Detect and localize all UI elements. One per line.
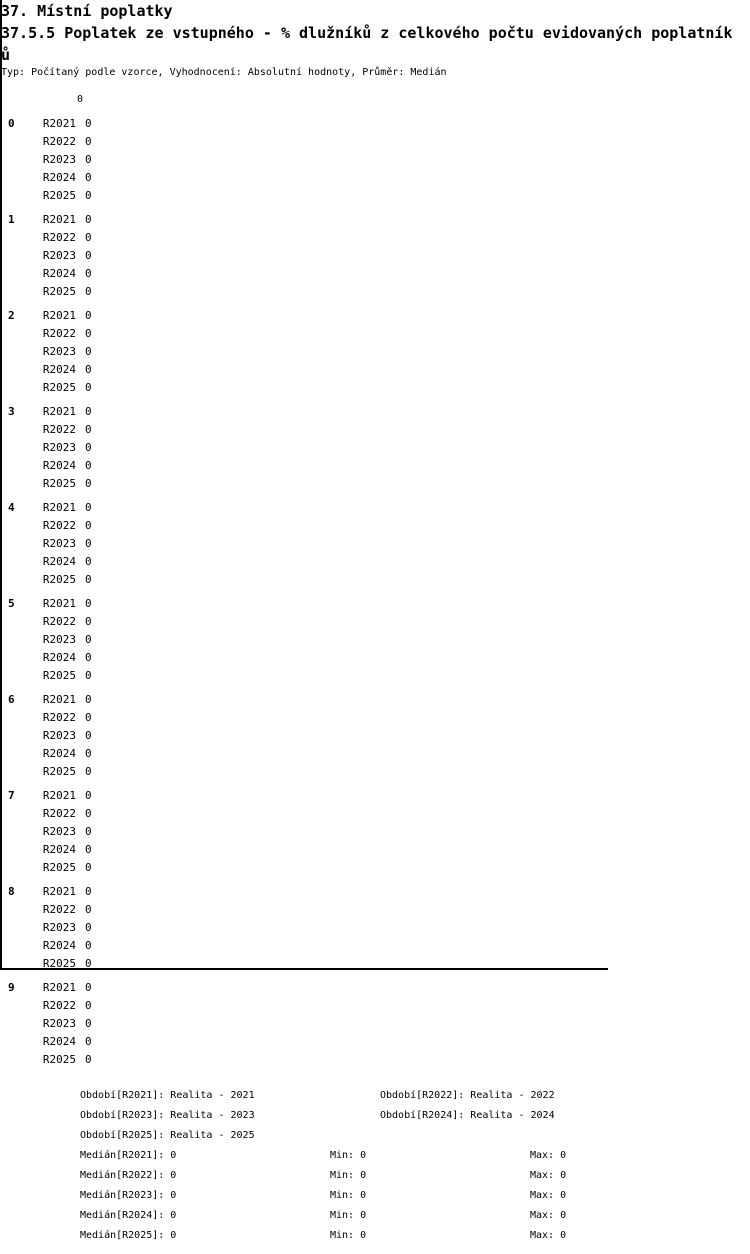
series-label: R2024 <box>42 939 76 952</box>
value-label: 0 <box>85 903 92 916</box>
value-label: 0 <box>85 1017 92 1030</box>
chart-row <box>0 517 750 535</box>
chart-row <box>0 709 750 727</box>
group-label: 4 <box>8 501 15 514</box>
group-label: 6 <box>8 693 15 706</box>
series-label: R2022 <box>42 807 76 820</box>
value-label: 0 <box>85 213 92 226</box>
series-label: R2023 <box>42 153 76 166</box>
chart-row <box>0 343 750 361</box>
chart-row <box>0 667 750 685</box>
value-label: 0 <box>85 825 92 838</box>
value-label: 0 <box>85 615 92 628</box>
value-label: 0 <box>85 861 92 874</box>
value-label: 0 <box>85 573 92 586</box>
series-label: R2022 <box>42 327 76 340</box>
legend-period: Období[R2024]: Realita - 2024 <box>380 1110 555 1121</box>
chart-row <box>0 649 750 667</box>
series-label: R2021 <box>42 597 76 610</box>
chart-row <box>0 439 750 457</box>
value-label: 0 <box>85 519 92 532</box>
chart-row <box>0 187 750 205</box>
report-meta: Typ: Počítaný podle vzorce, Vyhodnocení: Absolutní hodnoty, Průměr: Medián <box>1 67 447 78</box>
chart-row <box>0 379 750 397</box>
value-label: 0 <box>85 117 92 130</box>
chart-row <box>0 955 750 973</box>
chart-row <box>0 325 750 343</box>
series-label: R2024 <box>42 843 76 856</box>
chart-row <box>0 151 750 169</box>
report-title: 37. Místní poplatky <box>1 2 173 20</box>
value-label: 0 <box>85 249 92 262</box>
series-label: R2021 <box>42 693 76 706</box>
legend-median: Medián[R2025]: 0 <box>80 1230 177 1241</box>
value-label: 0 <box>85 441 92 454</box>
series-label: R2022 <box>42 231 76 244</box>
series-label: R2025 <box>42 381 76 394</box>
series-label: R2024 <box>42 267 76 280</box>
chart-row <box>0 691 750 709</box>
report-subtitle-line1: 37.5.5 Poplatek ze vstupného - % dlužníků z celkového počtu evidovaných poplatník <box>1 24 733 42</box>
series-label: R2022 <box>42 903 76 916</box>
chart-row <box>0 499 750 517</box>
chart-row <box>0 457 750 475</box>
chart-row <box>0 475 750 493</box>
value-label: 0 <box>85 381 92 394</box>
legend-min: Min: 0 <box>330 1170 367 1181</box>
series-label: R2021 <box>42 213 76 226</box>
group-label: 5 <box>8 597 15 610</box>
series-label: R2021 <box>42 885 76 898</box>
value-label: 0 <box>85 999 92 1012</box>
legend-max: Max: 0 <box>530 1170 567 1181</box>
chart-row <box>0 571 750 589</box>
legend-min: Min: 0 <box>330 1210 367 1221</box>
value-label: 0 <box>85 231 92 244</box>
value-label: 0 <box>85 501 92 514</box>
series-label: R2022 <box>42 423 76 436</box>
series-label: R2025 <box>42 1053 76 1066</box>
series-label: R2025 <box>42 477 76 490</box>
series-label: R2024 <box>42 651 76 664</box>
chart-row <box>0 1051 750 1069</box>
series-label: R2023 <box>42 345 76 358</box>
value-label: 0 <box>85 363 92 376</box>
series-label: R2023 <box>42 441 76 454</box>
value-label: 0 <box>85 537 92 550</box>
value-label: 0 <box>85 957 92 970</box>
value-label: 0 <box>85 885 92 898</box>
chart-row <box>0 553 750 571</box>
chart-row <box>0 133 750 151</box>
value-label: 0 <box>85 939 92 952</box>
series-label: R2024 <box>42 747 76 760</box>
chart-row <box>0 595 750 613</box>
legend-max: Max: 0 <box>530 1190 567 1201</box>
value-label: 0 <box>85 153 92 166</box>
chart-row <box>0 115 750 133</box>
chart-row <box>0 823 750 841</box>
series-label: R2025 <box>42 285 76 298</box>
value-label: 0 <box>85 921 92 934</box>
value-label: 0 <box>85 633 92 646</box>
chart-row <box>0 283 750 301</box>
value-label: 0 <box>85 459 92 472</box>
legend-max: Max: 0 <box>530 1230 567 1241</box>
chart-row <box>0 919 750 937</box>
series-label: R2025 <box>42 669 76 682</box>
chart-row <box>0 937 750 955</box>
chart-row <box>0 265 750 283</box>
series-label: R2021 <box>42 405 76 418</box>
value-label: 0 <box>85 1053 92 1066</box>
chart-row <box>0 763 750 781</box>
legend-median: Medián[R2022]: 0 <box>80 1170 177 1181</box>
group-label: 3 <box>8 405 15 418</box>
value-label: 0 <box>85 729 92 742</box>
group-label: 8 <box>8 885 15 898</box>
legend-median: Medián[R2024]: 0 <box>80 1210 177 1221</box>
value-label: 0 <box>85 189 92 202</box>
value-label: 0 <box>85 135 92 148</box>
series-label: R2024 <box>42 363 76 376</box>
legend-period: Období[R2023]: Realita - 2023 <box>80 1110 255 1121</box>
series-label: R2021 <box>42 501 76 514</box>
value-label: 0 <box>85 345 92 358</box>
legend-min: Min: 0 <box>330 1230 367 1241</box>
chart-row <box>0 1015 750 1033</box>
series-label: R2023 <box>42 729 76 742</box>
chart-row <box>0 631 750 649</box>
series-label: R2023 <box>42 249 76 262</box>
value-label: 0 <box>85 171 92 184</box>
legend-period: Období[R2021]: Realita - 2021 <box>80 1090 255 1101</box>
chart-row <box>0 805 750 823</box>
legend <box>0 1086 750 1254</box>
value-label: 0 <box>85 843 92 856</box>
group-label: 1 <box>8 213 15 226</box>
chart-row <box>0 361 750 379</box>
series-label: R2024 <box>42 171 76 184</box>
series-label: R2022 <box>42 519 76 532</box>
value-label: 0 <box>85 789 92 802</box>
value-label: 0 <box>85 807 92 820</box>
series-label: R2025 <box>42 765 76 778</box>
value-label: 0 <box>85 693 92 706</box>
legend-median: Medián[R2021]: 0 <box>80 1150 177 1161</box>
chart-row <box>0 841 750 859</box>
series-label: R2023 <box>42 1017 76 1030</box>
group-label: 2 <box>8 309 15 322</box>
value-label: 0 <box>85 981 92 994</box>
legend-max: Max: 0 <box>530 1150 567 1161</box>
value-label: 0 <box>85 711 92 724</box>
chart-row <box>0 787 750 805</box>
chart-row <box>0 211 750 229</box>
series-label: R2025 <box>42 189 76 202</box>
series-label: R2024 <box>42 459 76 472</box>
series-label: R2022 <box>42 135 76 148</box>
axis-zero-tick-label: 0 <box>76 94 84 105</box>
series-label: R2025 <box>42 573 76 586</box>
series-label: R2023 <box>42 825 76 838</box>
value-label: 0 <box>85 651 92 664</box>
legend-period: Období[R2022]: Realita - 2022 <box>380 1090 555 1101</box>
value-label: 0 <box>85 423 92 436</box>
legend-max: Max: 0 <box>530 1210 567 1221</box>
chart-row <box>0 421 750 439</box>
series-label: R2025 <box>42 957 76 970</box>
value-label: 0 <box>85 597 92 610</box>
legend-period: Období[R2025]: Realita - 2025 <box>80 1130 255 1141</box>
chart-row <box>0 883 750 901</box>
value-label: 0 <box>85 405 92 418</box>
chart-row <box>0 979 750 997</box>
value-label: 0 <box>85 765 92 778</box>
value-label: 0 <box>85 1035 92 1048</box>
chart-row <box>0 727 750 745</box>
series-label: R2023 <box>42 633 76 646</box>
chart-row <box>0 307 750 325</box>
series-label: R2021 <box>42 117 76 130</box>
chart-row <box>0 997 750 1015</box>
value-label: 0 <box>85 327 92 340</box>
chart-row <box>0 247 750 265</box>
group-label: 7 <box>8 789 15 802</box>
group-label: 9 <box>8 981 15 994</box>
value-label: 0 <box>85 309 92 322</box>
chart-row <box>0 613 750 631</box>
report-subtitle-line2: ů <box>1 46 11 64</box>
chart-row <box>0 901 750 919</box>
value-label: 0 <box>85 669 92 682</box>
chart-row <box>0 169 750 187</box>
chart-row <box>0 535 750 553</box>
chart-row <box>0 403 750 421</box>
series-label: R2021 <box>42 789 76 802</box>
value-label: 0 <box>85 477 92 490</box>
series-label: R2023 <box>42 921 76 934</box>
chart-row <box>0 229 750 247</box>
series-label: R2021 <box>42 981 76 994</box>
series-label: R2024 <box>42 555 76 568</box>
series-label: R2023 <box>42 537 76 550</box>
chart-row <box>0 1033 750 1051</box>
value-label: 0 <box>85 555 92 568</box>
series-label: R2022 <box>42 999 76 1012</box>
series-label: R2022 <box>42 711 76 724</box>
value-label: 0 <box>85 285 92 298</box>
series-label: R2022 <box>42 615 76 628</box>
series-label: R2021 <box>42 309 76 322</box>
legend-min: Min: 0 <box>330 1150 367 1161</box>
value-label: 0 <box>85 267 92 280</box>
chart-row <box>0 745 750 763</box>
legend-min: Min: 0 <box>330 1190 367 1201</box>
series-label: R2024 <box>42 1035 76 1048</box>
chart-row <box>0 859 750 877</box>
group-label: 0 <box>8 117 15 130</box>
legend-median: Medián[R2023]: 0 <box>80 1190 177 1201</box>
value-label: 0 <box>85 747 92 760</box>
series-label: R2025 <box>42 861 76 874</box>
